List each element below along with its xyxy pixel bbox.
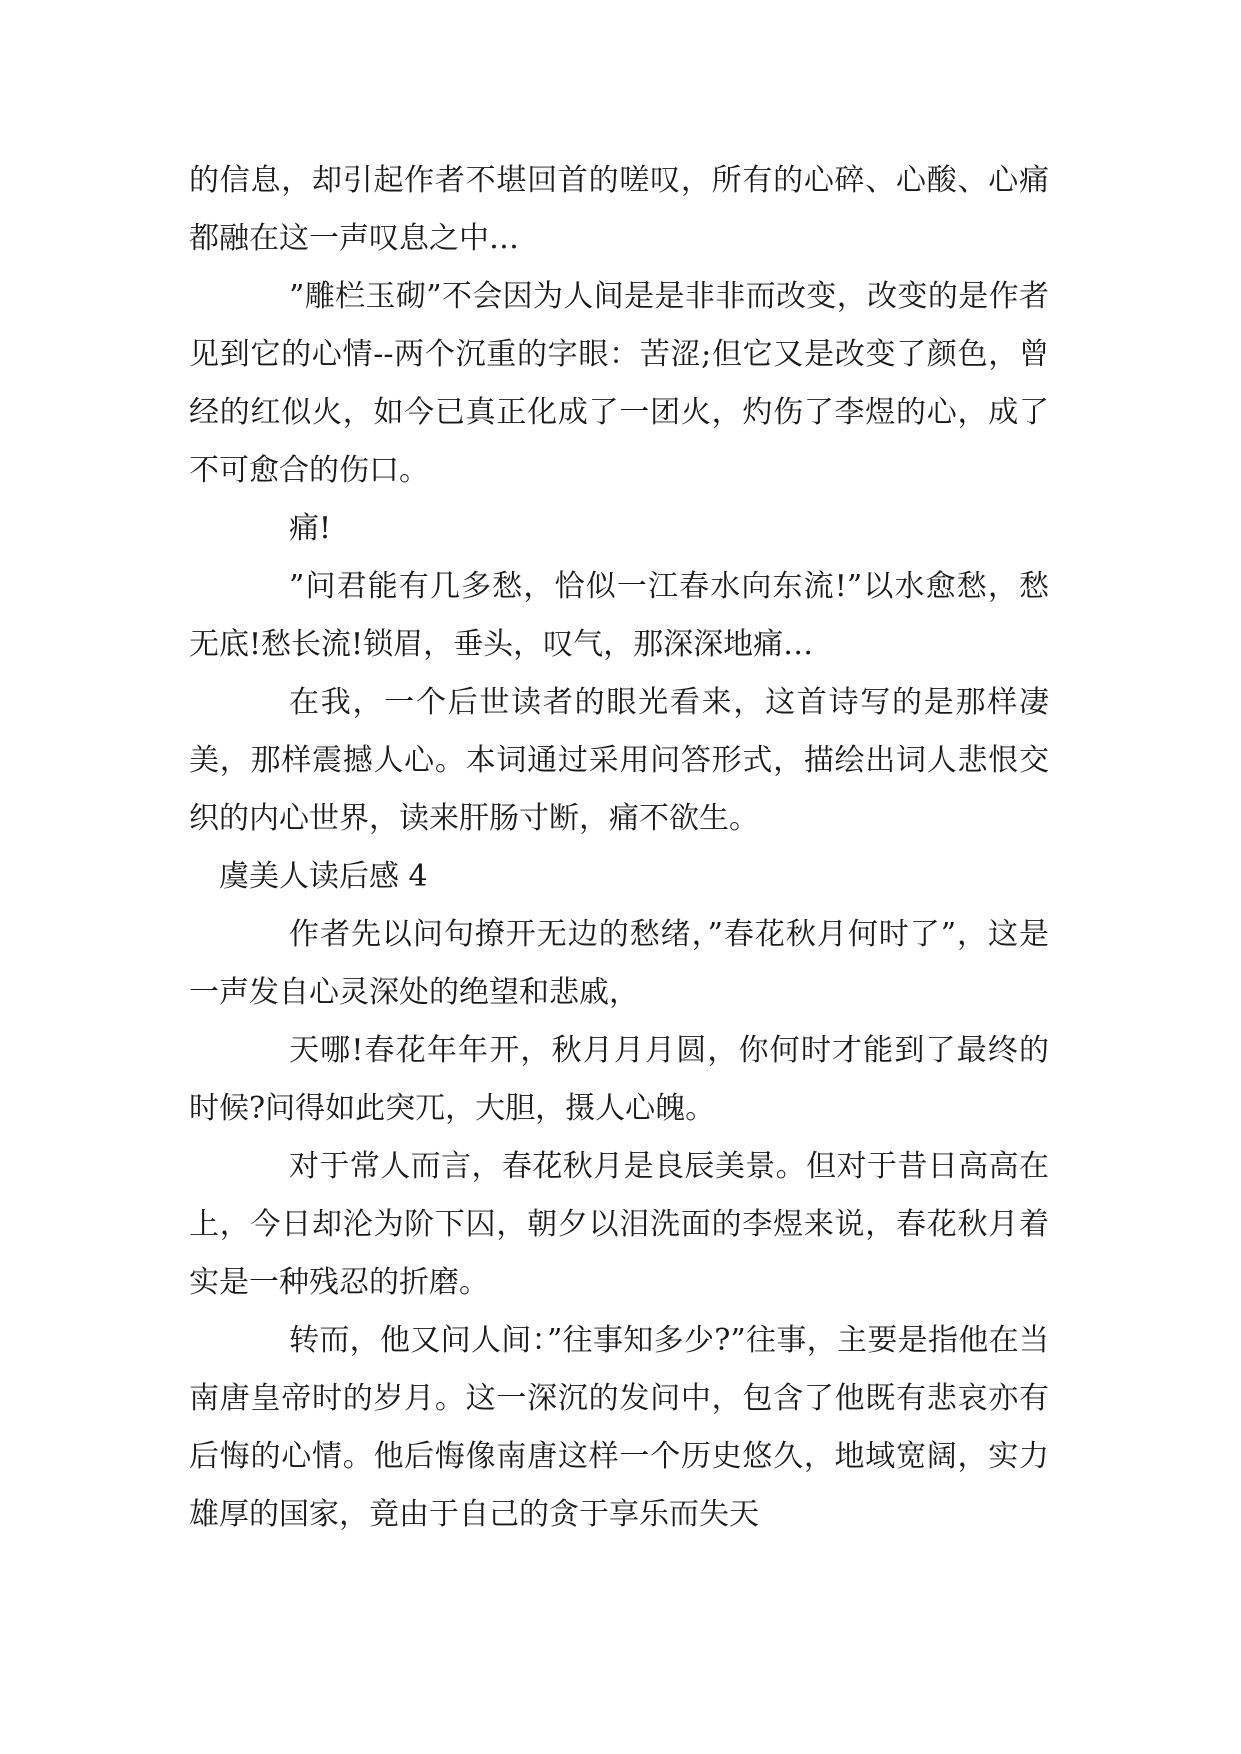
paragraph-changren: 对于常人而言，春花秋月是良辰美景。但对于昔日高高在上，今日却沦为阶下囚，朝夕以泪洗面的李煜来说，春花秋月着实是一种残忍的折磨。: [189, 1149, 1049, 1300]
section-heading: 虞美人读后感 4: [219, 859, 428, 894]
article-body: [189, 152, 1049, 1544]
paragraph-tiannа: 天哪!春花年年开，秋月月月圆，你何时才能到了最终的时候?问得如此突兀，大胆，摄人心魄。: [189, 1033, 1049, 1126]
paragraph-tong: 痛!: [289, 511, 332, 546]
paragraph-wenjun: ”问君能有几多愁，恰似一江春水向东流!”以水愈愁，愁无底!愁长流!锁眉，垂头，叹气，那深深地痛…: [189, 569, 1049, 662]
paragraph-zhuaner: 转而，他又问人间：”往事知多少?”往事，主要是指他在当南唐皇帝时的岁月。这一深沉的发问中，包含了他既有悲哀亦有后悔的心情。他后悔像南唐这样一个历史悠久，地域宽阔，实力雄厚的国家，竟由于自己的贪于享乐而失天: [189, 1323, 1049, 1532]
paragraph-continuation: 的信息，却引起作者不堪回首的嗟叹，所有的心碎、心酸、心痛都融在这一声叹息之中…: [189, 163, 1049, 256]
paragraph-zaiwo: 在我，一个后世读者的眼光看来，这首诗写的是那样凄美，那样震撼人心。本词通过采用问答形式，描绘出词人悲恨交织的内心世界，读来肝肠寸断，痛不欲生。: [189, 685, 1049, 836]
paragraph-zuozhe: 作者先以问句撩开无边的愁绪，”春花秋月何时了”，这是一声发自心灵深处的绝望和悲戚，: [189, 917, 1049, 1010]
paragraph-diaolan: ”雕栏玉砌”不会因为人间是是非非而改变，改变的是作者见到它的心情--两个沉重的字眼：苦涩;但它又是改变了颜色，曾经的红似火，如今已真正化成了一团火，灼伤了李煜的心，成了不可愈合的伤口。: [189, 279, 1049, 488]
